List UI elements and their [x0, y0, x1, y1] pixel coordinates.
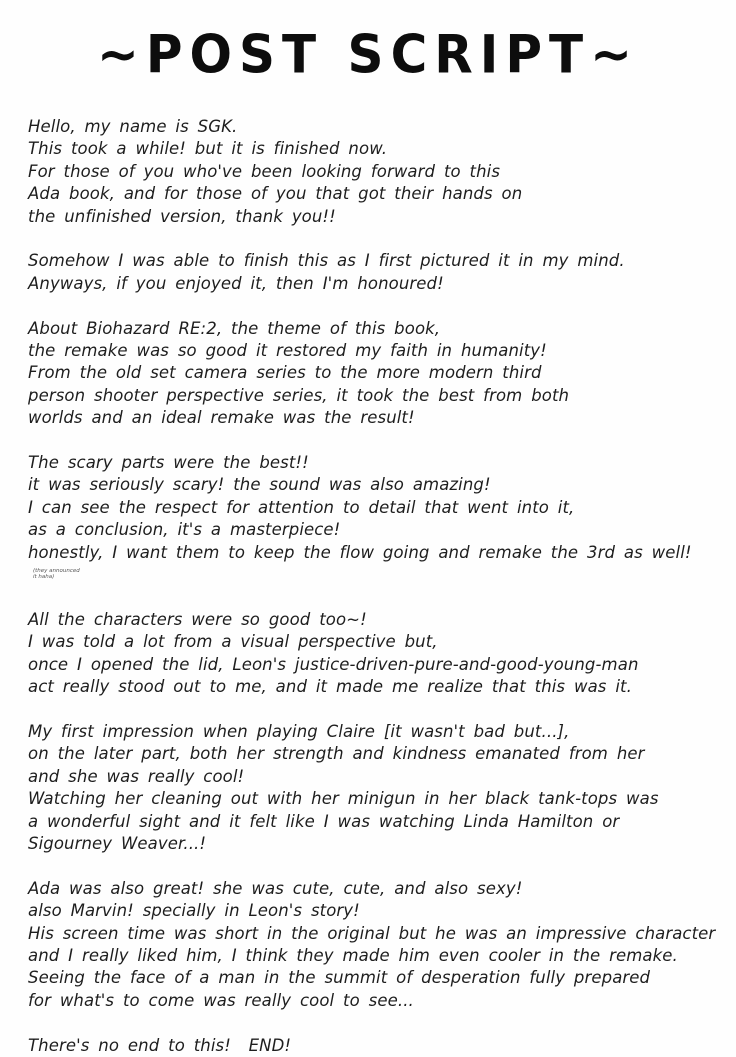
text-line: For those of you who've been looking forward to this [28, 161, 501, 181]
paragraph [28, 878, 722, 1012]
text-line: once I opened the lid, Leon's justice-driven-pure-and-good-young-man [28, 654, 639, 674]
text-line: Anyways, if you enjoyed it, then I'm honoured! [28, 273, 444, 293]
text-line: Watching her cleaning out with her minigun in her black tank-tops was [28, 789, 659, 809]
text-line: Hello, my name is SGK. [28, 117, 238, 136]
text-line: I can see the respect for attention to detail that went into it, [28, 497, 575, 517]
tiny-margin-note-line2: it haha) [33, 574, 55, 581]
tiny-margin-note [33, 568, 80, 580]
paragraph [28, 721, 722, 855]
tiny-margin-note-line1: (they announced [33, 568, 80, 575]
text-line: Ada book, and for those of you that got their hands on [28, 184, 523, 204]
text-line: Seeing the face of a man in the summit of desperation fully prepared [28, 968, 651, 988]
text-line: on the later part, both her strength and kindness emanated from her [28, 744, 645, 764]
text-line: Ada was also great! she was cute, cute, and also sexy! [28, 878, 523, 898]
text-line: person shooter perspective series, it took the best from both [28, 385, 570, 405]
paragraph [28, 318, 722, 430]
text-line: honestly, I want them to keep the flow going and remake the 3rd as well! (they announced it haha) [28, 542, 692, 581]
text-line: From the old set camera series to the more modern third [28, 363, 542, 383]
text-line: There's no end to this! END! [28, 1035, 292, 1055]
paragraph [28, 452, 722, 586]
text-line: My first impression when playing Claire [it wasn't bad but...], [28, 721, 570, 741]
text-line: About Biohazard RE:2, the theme of this book, [28, 318, 441, 338]
paragraph [28, 609, 722, 699]
text-line: a wonderful sight and it felt like I was watching Linda Hamilton or [28, 811, 620, 831]
text-line: All the characters were so good too~! [28, 609, 367, 629]
text-line: it was seriously scary! the sound was also amazing! [28, 475, 491, 495]
text-line: act really stood out to me, and it made me realize that this was it. [28, 677, 632, 697]
text-line: the unfinished version, thank you!! [28, 206, 336, 226]
text-line: as a conclusion, it's a masterpiece! [28, 520, 341, 540]
text-line: also Marvin! specially in Leon's story! [28, 901, 360, 921]
paragraph [28, 1035, 722, 1057]
text-line: the remake was so good it restored my faith in humanity! [28, 341, 547, 361]
page-title: ~POST SCRIPT~ [96, 24, 640, 86]
text-line: This took a while! but it is finished now. [28, 139, 388, 159]
text-line: worlds and an ideal remake was the result! [28, 408, 415, 428]
body-text [0, 116, 736, 1057]
text-line: for what's to come was really cool to see... [28, 990, 414, 1010]
text-line: and she was really cool! [28, 766, 245, 786]
text-line: and I really liked him, I think they made him even cooler in the remake. [28, 945, 678, 965]
paragraph [28, 116, 722, 228]
paragraph [28, 250, 722, 295]
text-line: The scary parts were the best!! [28, 453, 309, 473]
text-line: Somehow I was able to finish this as I first pictured it in my mind. [28, 251, 625, 271]
text-line: I was told a lot from a visual perspective but, [28, 632, 438, 652]
text-line: His screen time was short in the original but he was an impressive character [28, 923, 716, 943]
text-line: Sigourney Weaver...! [28, 833, 207, 853]
